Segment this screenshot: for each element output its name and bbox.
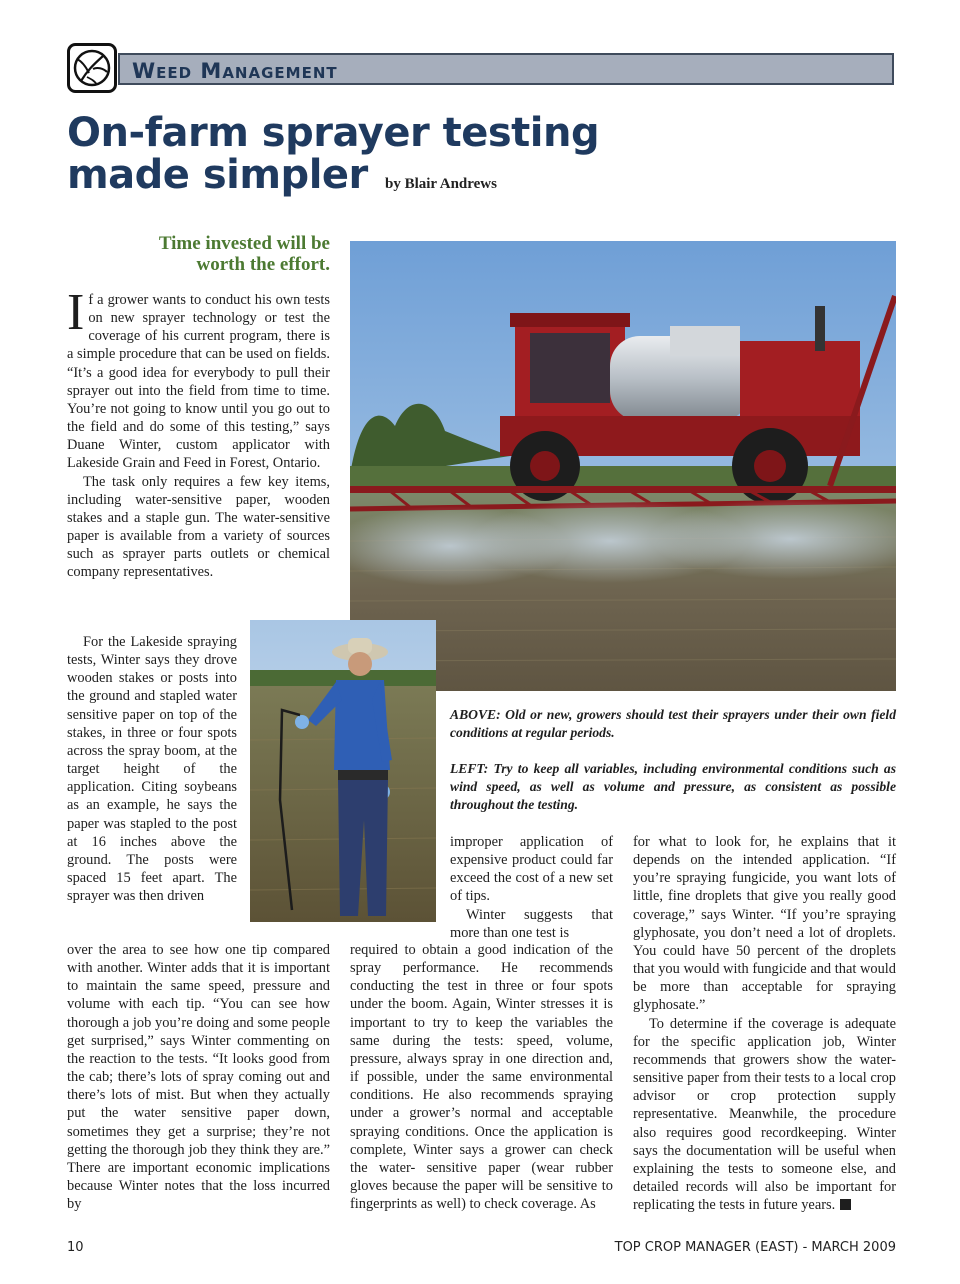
paragraph-2: The task only requires a few key items, including water-sensitive paper, wooden stakes and a staple gun. The water-sensitive paper is available from a variety of sources such as sprayer parts outlets or chemical company representatives. [67,473,330,581]
article-deck [67,233,330,275]
paragraph-3b: over the area to see how one tip compared with another. Winter adds that it is important to maintain the same speed, pressure and volume with each tip. “You can see how thorough a job you’re doing and some people get surprised,” says Winter commenting on the reaction to the tests. “It looks good from the cab; there’s lots of spray coming out and there’s lots of mist. But when they actually put the water sensitive paper down, sometimes they get a surprise; they’re not getting the thorough job they think they are.” There are important economic implications because Winter notes that the loss incurred by [67,942,330,1213]
paragraph-3a: For the Lakeside spraying tests, Winter says they drove wooden stakes or posts into the ground and stapled water sensitive paper on top of the stakes, in three or four spots across the spray boom, at the target height of the application. Citing soybeans as an example, he says the paper was stapled to the post at 16 inches above the ground. The posts were spaced 15 feet apart. The sprayer was then driven [67,634,237,905]
photo-captions [450,706,896,832]
paragraph-1-text: f a grower wants to conduct his own tests on new sprayer technology or test the coverage of his current program, there is a simple procedure that can be used on fields. “It’s a good idea for everybody to pull their sprayer out into the field from time to time. You’re not going to know until you go out to the field and do some of this testing,” says Duane Winter, custom applicator with Lakeside Grain and Feed in Forest, Ontario. [67,292,330,472]
man-with-spray-wand-photo [250,620,436,922]
drop-cap: I [67,284,85,341]
byline: by Blair Andrews [385,176,497,192]
page-number: 10 [67,1240,84,1255]
section-label: Weed Management [132,59,338,83]
body-column-1-top [67,284,330,582]
body-column-1-bottom [67,941,330,1213]
body-column-2-bottom [350,941,613,1213]
paragraph-4a: Winter suggests that more than one test is [450,906,613,941]
body-column-3 [633,833,896,1214]
title-line-1: On-farm sprayer testing [67,110,600,156]
paragraph-4c: for what to look for, he explains that it depends on the intended application. “If you’re spraying fungicide, you want lots of little, fine droplets that give you really good coverage,” says Winter. “If you’re spraying glyphosate, you don’t need a lot of droplets. You could have 50 percent of the droplets that you would with fungicide and that would be more than acceptable for spraying glyphosate.” [633,834,896,1014]
deck-line-2: worth the effort. [196,254,330,275]
paragraph-1 [67,284,330,473]
body-column-1-middle [67,633,237,905]
paragraph-4b: required to obtain a good indication of the spray performance. He recommends conducting the test in three or four spots under the boom. Again, Winter stresses it is important to try to keep the variables the same during the tests: speed, volume, pressure, always spray in one direction and, if possible, under the same environmental conditions. He also recommends spraying under a grower’s normal and acceptable spraying conditions. Once the application is complete, Winter says a grower can check the water- sensitive paper (wear rubber gloves because the paper will be sensitive to fingerprints as well) to check coverage. As [350,942,613,1213]
end-mark-icon [840,1199,851,1210]
caption-above: ABOVE: Old or new, growers should test their sprayers under their own field conditions at regular periods. [450,707,896,740]
section-header-bar [118,53,894,85]
caption-left: LEFT: Try to keep all variables, including environmental conditions such as wind speed, as well as volume and pressure, as consistent as possible throughout the testing. [450,761,896,812]
article-title [67,112,599,196]
weed-plant-icon [67,43,117,93]
body-column-2-top [450,833,613,942]
paragraph-5-text: To determine if the coverage is adequate for the specific application job, Winter recommends that growers show the water-sensitive paper from their tests to a local crop advisor or crop protection supply representative. Meanwhile, the procedure also requires good recordkeeping. Winter says the documentation will be useful when explaining the tests to someone else, and detailed records will also be important for replicating the tests in future years. [633,1015,896,1214]
deck-line-1: Time invested will be [158,233,330,254]
paragraph-5 [633,1015,896,1215]
section-logo [67,43,117,93]
paragraph-3c: improper application of expensive product could far exceed the cost of a new set of tips. [450,834,613,905]
title-line-2: made simpler [67,152,368,198]
publication-footer: TOP CROP MANAGER (EAST) - MARCH 2009 [614,1240,896,1255]
